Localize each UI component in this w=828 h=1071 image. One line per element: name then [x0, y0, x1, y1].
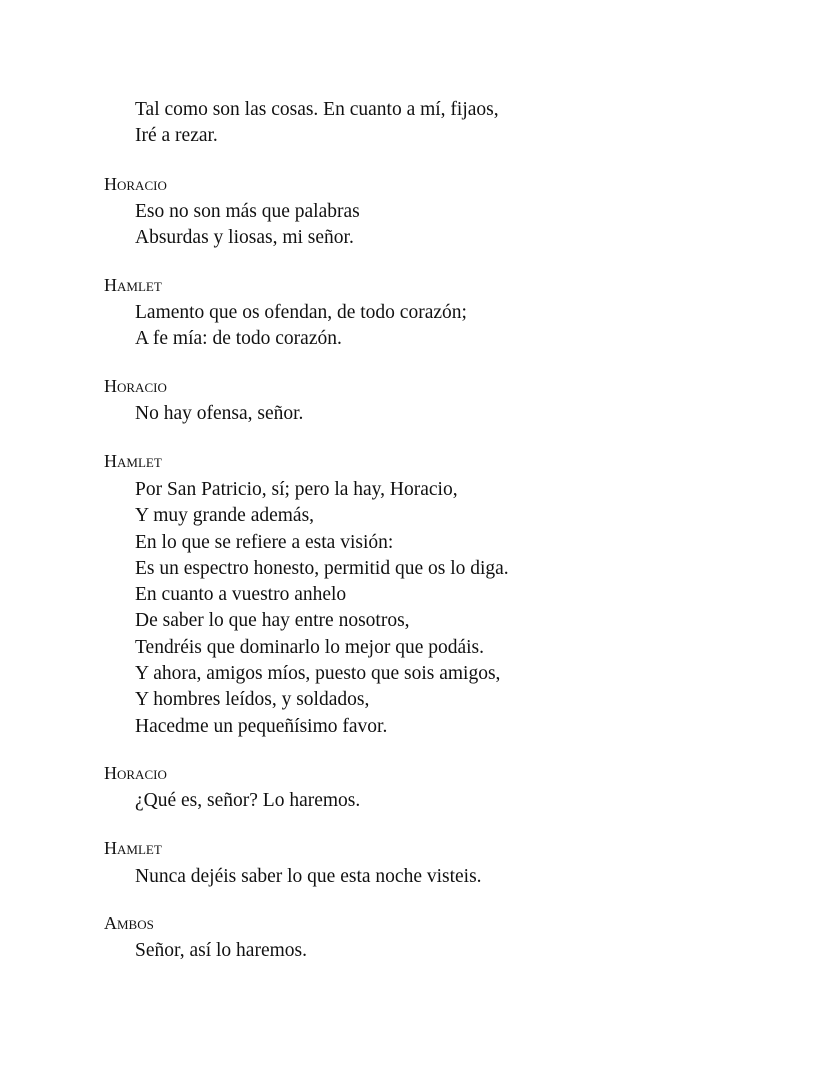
- speaker-name: Hamlet: [104, 275, 162, 295]
- speaker-name: Horacio: [104, 763, 167, 783]
- speech-block: [104, 451, 509, 740]
- verse-line: Tal como son las cosas. En cuanto a mí, fijaos,: [135, 99, 499, 120]
- speech-block: [104, 763, 360, 814]
- verse-line: Absurdas y liosas, mi señor.: [135, 227, 354, 249]
- verse-line: Señor, así lo haremos.: [135, 940, 307, 961]
- speech-block: [104, 913, 307, 964]
- speech-block: [104, 174, 360, 252]
- verse-line: De saber lo que hay entre nosotros,: [135, 610, 410, 632]
- verse-line: En cuanto a vuestro anhelo: [135, 584, 347, 606]
- speech-block: [104, 376, 303, 427]
- speaker-name: Hamlet: [104, 451, 162, 471]
- verse-line: Lamento que os ofendan, de todo corazón;: [135, 302, 467, 323]
- verse-line: Nunca dejéis saber lo que esta noche visteis.: [135, 866, 482, 887]
- verse-line: En lo que se refiere a esta visión:: [135, 531, 394, 553]
- speech-block: [104, 275, 467, 353]
- verse-line: Eso no son más que palabras: [135, 201, 360, 222]
- verse-line: Iré a rezar.: [135, 125, 218, 147]
- verse-line: Y ahora, amigos míos, puesto que sois amigos,: [135, 663, 501, 685]
- verse-line: A fe mía: de todo corazón.: [135, 328, 342, 350]
- verse-line: Es un espectro honesto, permitid que os lo diga.: [135, 557, 509, 579]
- verse-line: Hacedme un pequeñísimo favor.: [135, 715, 388, 737]
- verse-line: No hay ofensa, señor.: [135, 403, 304, 424]
- verse-line: Por San Patricio, sí; pero la hay, Horacio,: [135, 479, 458, 500]
- speaker-name: Horacio: [104, 174, 167, 194]
- verse-line: ¿Qué es, señor? Lo haremos.: [135, 790, 361, 811]
- verse-line: Tendréis que dominarlo lo mejor que podáis.: [135, 636, 485, 658]
- speaker-name: Ambos: [104, 913, 154, 933]
- speech-block: [104, 838, 482, 890]
- speaker-name: Hamlet: [104, 838, 162, 858]
- verse-line: Y hombres leídos, y soldados,: [135, 689, 370, 711]
- speech-block: [104, 97, 499, 150]
- speaker-name: Horacio: [104, 376, 167, 396]
- verse-line: Y muy grande además,: [135, 505, 315, 527]
